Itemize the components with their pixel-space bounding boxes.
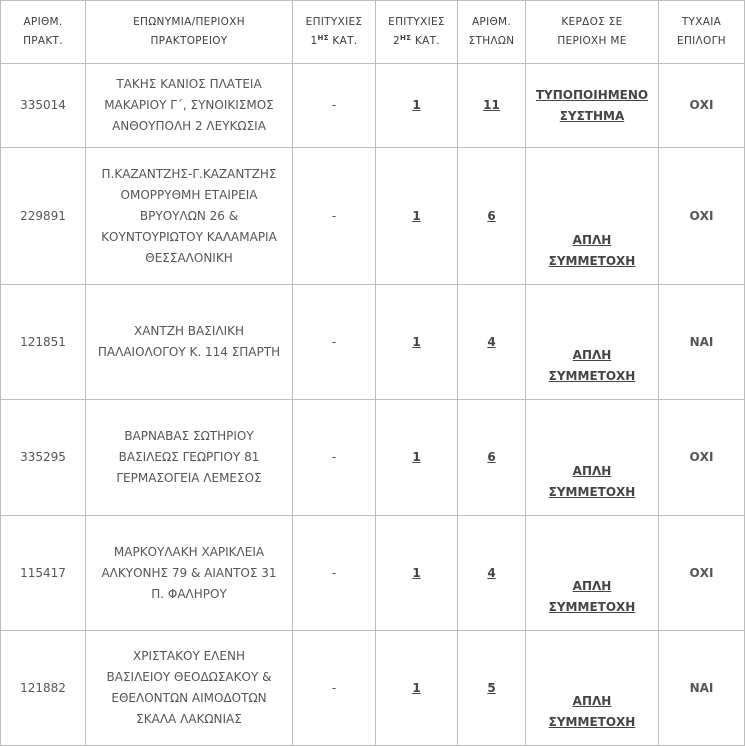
header-prize-via [526, 1, 659, 64]
wins-second-link[interactable]: 1 [412, 565, 421, 580]
header-agency-name-line1: ΕΠΩΝΥΜΙΑ/ΠΕΡΙΟΧΗ [133, 16, 245, 28]
wins-second-link[interactable]: 1 [412, 680, 421, 695]
agency-name-line: ΟΜΟΡΡΥΘΜΗ ΕΤΑΙΡΕΙΑ [120, 187, 258, 202]
agency-name-cell [86, 285, 293, 400]
table-row [1, 64, 745, 148]
wins-second-cell [376, 64, 458, 148]
table-row [1, 285, 745, 400]
random-pick-cell: ΝΑΙ [659, 285, 745, 400]
agency-name-line: ΒΑΣΙΛΕΩΣ ΓΕΩΡΓΙΟΥ 81 [118, 450, 260, 464]
prize-via-cell [526, 631, 659, 746]
header-wins-second-line1: ΕΠΙΤΥΧΙΕΣ [388, 16, 445, 28]
columns-count-cell [458, 285, 526, 400]
prize-via-link[interactable]: ΤΥΠΟΠΟΙΗΜΕΝΟ [535, 87, 649, 102]
agency-number-cell: 335295 [1, 400, 86, 516]
agency-name-line: ΓΕΡΜΑΣΟΓΕΙΑ ΛΕΜΕΣΟΣ [116, 471, 262, 485]
random-pick-cell: ΟΧΙ [659, 148, 745, 285]
agency-name-line: ΧΑΝΤΖΗ ΒΑΣΙΛΙΚΗ [134, 324, 244, 338]
wins-first-cell: - [293, 64, 376, 148]
header-columns-count [458, 1, 526, 64]
columns-count-cell [458, 148, 526, 285]
prize-via-link[interactable]: ΑΠΛΗ [572, 233, 612, 247]
prize-via-link[interactable]: ΣΥΜΜΕΤΟΧΗ [548, 715, 636, 729]
agency-number-cell: 121882 [1, 631, 86, 746]
header-agency-number-line2: ΠΡΑΚΤ. [23, 35, 63, 47]
wins-first-cell: - [293, 631, 376, 746]
wins-second-cell [376, 631, 458, 746]
columns-count-cell [458, 64, 526, 148]
agency-name-cell [86, 64, 293, 148]
agency-number-cell: 229891 [1, 148, 86, 285]
agency-number-cell: 115417 [1, 516, 86, 631]
header-columns-count-line1: ΑΡΙΘΜ. [471, 16, 512, 28]
agency-name-line: ΒΑΣΙΛΕΙΟΥ ΘΕΟΔΩΣΑΚΟΥ & [106, 670, 272, 684]
columns-count-link[interactable]: 4 [487, 334, 496, 349]
agency-name-line: ΒΑΡΝΑΒΑΣ ΣΩΤΗΡΙΟΥ [124, 429, 254, 443]
columns-count-link[interactable]: 4 [487, 565, 496, 580]
agency-name-cell [86, 516, 293, 631]
header-wins-second-category [376, 1, 458, 64]
header-agency-number-line1: ΑΡΙΘΜ. [23, 16, 63, 28]
agency-name-line: ΜΑΚΑΡΙΟΥ Γ΄, ΣΥΝΟΙΚΙΣΜΟΣ [104, 98, 274, 112]
prize-via-link[interactable]: ΑΠΛΗ [572, 579, 612, 593]
agency-name-cell [86, 400, 293, 516]
prize-via-link[interactable]: ΣΥΣΤΗΜΑ [559, 108, 625, 123]
columns-count-link[interactable]: 6 [487, 208, 496, 223]
prize-via-link[interactable]: ΑΠΛΗ [572, 348, 612, 362]
prize-via-link[interactable]: ΣΥΜΜΕΤΟΧΗ [548, 485, 636, 499]
prize-via-cell [526, 516, 659, 631]
agency-name-line: ΤΑΚΗΣ ΚΑΝΙΟΣ ΠΛΑΤΕΙΑ [116, 77, 262, 91]
agency-name-cell [86, 148, 293, 285]
header-wins-first-line1: ΕΠΙΤΥΧΙΕΣ [305, 16, 363, 28]
header-agency-number [1, 1, 86, 64]
wins-second-link[interactable]: 1 [412, 98, 421, 112]
wins-first-cell: - [293, 516, 376, 631]
random-pick-cell: ΟΧΙ [659, 64, 745, 148]
wins-second-link[interactable]: 1 [412, 208, 421, 223]
prize-via-link[interactable]: ΣΥΜΜΕΤΟΧΗ [548, 600, 636, 614]
columns-count-link[interactable]: 5 [487, 680, 496, 695]
random-pick-cell: ΝΑΙ [659, 631, 745, 746]
header-wins-first-category [293, 1, 376, 64]
header-wins-second-num: 2 [393, 35, 401, 47]
header-wins-first-line2 [297, 32, 371, 51]
agency-name-line: ΠΑΛΑΙΟΛΟΓΟΥ Κ. 114 ΣΠΑΡΤΗ [97, 345, 281, 359]
wins-second-cell [376, 285, 458, 400]
agency-name-line: Π.ΚΑΖΑΝΤΖΗΣ-Γ.ΚΑΖΑΝΤΖΗΣ [101, 166, 277, 181]
header-wins-first-rest: ΚΑΤ. [328, 35, 358, 47]
random-pick-cell: ΟΧΙ [659, 400, 745, 516]
prize-via-link[interactable]: ΑΠΛΗ [572, 464, 612, 478]
agency-name-cell [86, 631, 293, 746]
agency-name-line: Π. ΦΑΛΗΡΟΥ [151, 586, 227, 601]
wins-first-cell: - [293, 285, 376, 400]
agency-number-cell: 335014 [1, 64, 86, 148]
agency-name-line: ΑΝΘΟΥΠΟΛΗ 2 ΛΕΥΚΩΣΙΑ [112, 119, 266, 133]
columns-count-cell [458, 400, 526, 516]
header-row [1, 1, 745, 64]
prize-via-cell [526, 148, 659, 285]
columns-count-link[interactable]: 11 [483, 98, 500, 112]
wins-first-cell: - [293, 148, 376, 285]
table-row [1, 148, 745, 285]
agency-name-line: ΒΡΥΟΥΛΩΝ 26 & [139, 208, 239, 223]
header-prize-via-line2: ΠΕΡΙΟΧΗ ΜΕ [557, 35, 627, 47]
wins-second-cell [376, 148, 458, 285]
agency-name-line: ΧΡΙΣΤΑΚΟΥ ΕΛΕΝΗ [133, 649, 245, 663]
table-header [1, 1, 745, 64]
wins-second-cell [376, 516, 458, 631]
wins-first-cell: - [293, 400, 376, 516]
agency-name-line: ΘΕΣΣΑΛΟΝΙΚΗ [145, 250, 233, 265]
header-random-pick [659, 1, 745, 64]
table-row [1, 516, 745, 631]
prize-via-cell [526, 400, 659, 516]
columns-count-link[interactable]: 6 [487, 450, 496, 464]
prize-via-link[interactable]: ΑΠΛΗ [572, 694, 612, 708]
agency-name-line: ΜΑΡΚΟΥΛΑΚΗ ΧΑΡΙΚΛΕΙΑ [113, 544, 265, 559]
columns-count-cell [458, 516, 526, 631]
table-row [1, 631, 745, 746]
agency-name-line: ΚΟΥΝΤΟΥΡΙΩΤΟΥ ΚΑΛΑΜΑΡΙΑ [101, 229, 277, 244]
header-wins-first-sup: ΗΣ [317, 34, 329, 42]
wins-second-link[interactable]: 1 [412, 334, 421, 349]
wins-second-cell [376, 400, 458, 516]
header-agency-name-line2: ΠΡΑΚΤΟΡΕΙΟΥ [150, 35, 228, 47]
header-wins-second-sup: ΗΣ [400, 34, 412, 42]
prize-via-cell [526, 64, 659, 148]
prize-via-cell [526, 285, 659, 400]
agency-name-line: ΑΛΚΥΟΝΗΣ 79 & ΑΙΑΝΤΟΣ 31 [101, 565, 277, 580]
header-wins-second-line2 [380, 32, 453, 51]
wins-second-link[interactable]: 1 [412, 450, 421, 464]
columns-count-cell [458, 631, 526, 746]
agency-name-line: ΣΚΑΛΑ ΛΑΚΩΝΙΑΣ [136, 712, 242, 726]
header-columns-count-line2: ΣΤΗΛΩΝ [468, 35, 515, 47]
prize-via-link[interactable]: ΣΥΜΜΕΤΟΧΗ [548, 254, 636, 268]
header-wins-first-num: 1 [310, 35, 318, 47]
agency-number-cell: 121851 [1, 285, 86, 400]
header-random-pick-line2: ΕΠΙΛΟΓΗ [677, 35, 726, 47]
table-row [1, 400, 745, 516]
prize-via-link[interactable]: ΣΥΜΜΕΤΟΧΗ [548, 369, 636, 383]
table-body [1, 64, 745, 746]
header-prize-via-line1: ΚΕΡΔΟΣ ΣΕ [561, 16, 623, 28]
header-agency-name [86, 1, 293, 64]
random-pick-cell: ΟΧΙ [659, 516, 745, 631]
header-wins-second-rest: ΚΑΤ. [411, 35, 440, 47]
agency-name-line: ΕΘΕΛΟΝΤΩΝ ΑΙΜΟΔΟΤΩΝ [111, 691, 267, 705]
header-random-pick-line1: ΤΥΧΑΙΑ [681, 16, 722, 28]
